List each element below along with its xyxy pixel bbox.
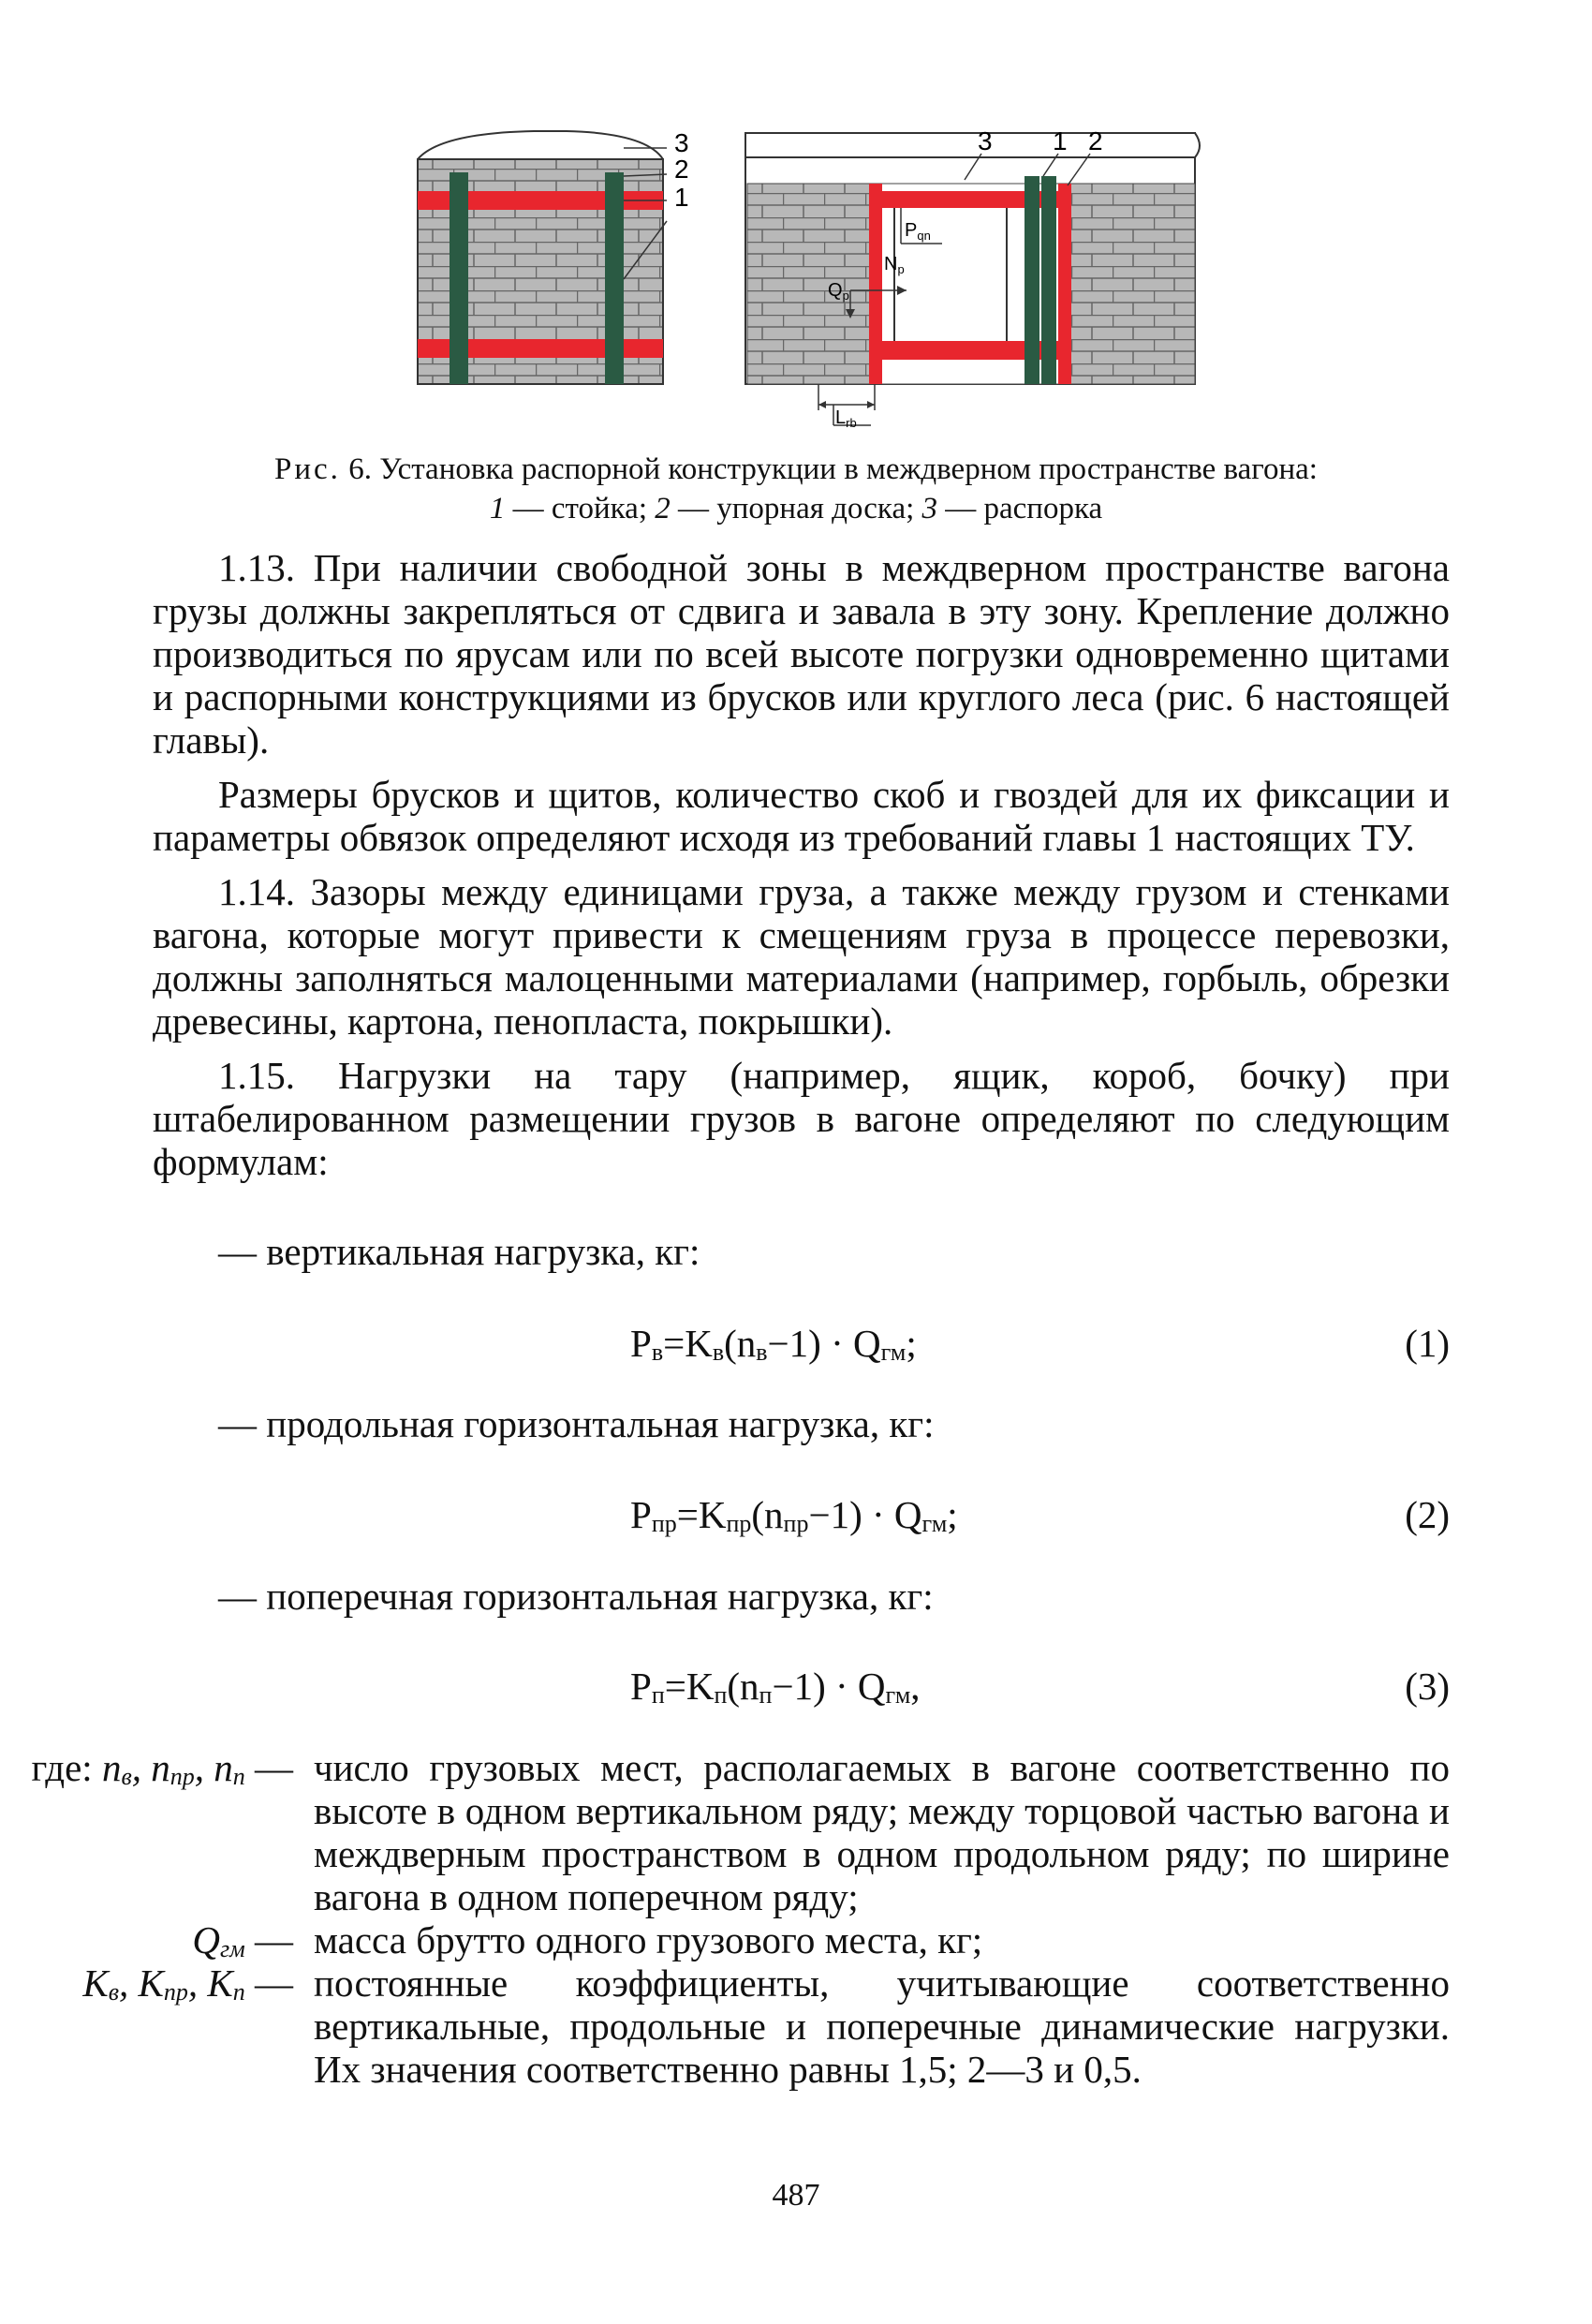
label-left-3: 3 xyxy=(674,128,689,157)
formula-2-number: (2) xyxy=(1405,1493,1450,1536)
legend-text-1: — стойка; xyxy=(505,492,656,525)
load-transverse-label: — поперечная горизонтальная нагрузка, кг: xyxy=(218,1575,934,1618)
longitudinal-view xyxy=(745,126,1200,430)
body-text xyxy=(153,546,1450,1183)
paragraph-sizes: Размеры брусков и щитов, количество скоб и гвоздей для их фиксации и параметры обвязок определяют исходя из требований главы 1 настоящих ТУ. xyxy=(153,773,1450,859)
paragraph-1-14: 1.14. Зазоры между единицами груза, а также между грузом и стенками вагона, которые могут привести к смещениям груза в процессе перевозки, должны заполняться малоценными материалами (например, горбыль, обрезки древесины, картона, пенопласта, покрышки). xyxy=(153,870,1450,1043)
figure-6 xyxy=(412,120,1208,438)
label-left-2: 2 xyxy=(674,155,689,184)
post-right-2 xyxy=(1041,176,1056,384)
stop-board-a xyxy=(869,184,882,384)
formula-2-expression: $P_{пр}=K_{пр}(n_{пр}-1) \cdot Q_{гм}$; xyxy=(630,1493,958,1537)
cross-section-view xyxy=(418,128,689,384)
caption-label: Рис. xyxy=(274,452,341,486)
definition-q-symbol: $Q_{гм}$ — xyxy=(192,1918,293,1962)
legend-num-1: 1 xyxy=(489,492,506,525)
paragraph-1-13: 1.13. При наличии свободной зоны в междверном пространстве вагона грузы должны закрепляться от сдвига и завала в эту зону. Крепление должно производиться по ярусам или по всей высоте погрузки одновременно щитами и распорными конструкциями из брусков или круглого леса (рис. 6 настоящей главы). xyxy=(153,546,1450,762)
page-number: 487 xyxy=(772,2178,820,2213)
symbol-n-p: $N_p$ xyxy=(884,254,905,276)
label-right-3: 3 xyxy=(978,126,993,155)
label-right-1: 1 xyxy=(1053,126,1068,155)
post-right xyxy=(1024,176,1039,384)
legend-text-3: — распорка xyxy=(937,492,1103,525)
definition-k-symbol: $K_в$, $K_{пр}$, $K_п$ — xyxy=(82,1961,293,2006)
paragraph-1-15: 1.15. Нагрузки на тару (например, ящик, короб, бочку) при штабелированном размещении грузов в вагоне определяют по следующим формулам: xyxy=(153,1054,1450,1183)
figure-caption-title xyxy=(131,450,1461,489)
definition-k-text: постоянные коэффициенты, учитывающие соответственно вертикальные, продольные и поперечные динамические нагрузки. Их значения соответственно равны 1,5; 2—3 и 0,5. xyxy=(314,1961,1450,2091)
stop-board-b xyxy=(1058,184,1071,384)
definition-q xyxy=(153,1918,1450,1961)
legend-num-2: 2 xyxy=(655,492,671,525)
load-longitudinal-label: — продольная горизонтальная нагрузка, кг: xyxy=(218,1402,935,1445)
definition-k xyxy=(82,1961,1450,2091)
formula-1-expression: $P_в=K_в(n_в-1) \cdot Q_{гм}$; xyxy=(630,1322,917,1366)
figure-caption-legend xyxy=(131,489,1461,528)
formula-2 xyxy=(153,1487,1450,1543)
symbol-q-p: $Q_p$ xyxy=(828,280,849,303)
legend-text-2: — упорная доска; xyxy=(670,492,922,525)
post-left-a xyxy=(450,172,468,384)
definition-n-text: число грузовых мест, располагаемых в вагоне соответственно по высоте в одном вертикальном ряду; между торцовой частью вагона и междверным пространством в одном продольном ряду; по ширине вагона в одном поперечном ряду; xyxy=(314,1746,1450,1918)
spacer-construction-drawing xyxy=(412,120,1208,438)
symbol-l-rb: $L_{rb}$ xyxy=(835,407,857,430)
load-vertical-label: — вертикальная нагрузка, кг: xyxy=(218,1230,700,1273)
definition-q-text: масса брутто одного грузового места, кг; xyxy=(314,1918,983,1961)
definition-n xyxy=(31,1746,1450,1918)
label-left-1: 1 xyxy=(674,183,689,212)
formula-3 xyxy=(153,1658,1450,1714)
caption-title: 6. Установка распорной конструкции в междверном пространстве вагона: xyxy=(348,452,1318,486)
post-left-b xyxy=(605,172,624,384)
formula-3-number: (3) xyxy=(1405,1665,1450,1708)
symbol-p-qn: $P_{qn}$ xyxy=(905,220,931,243)
legend-num-3: 3 xyxy=(921,492,938,525)
formula-1 xyxy=(153,1315,1450,1371)
label-right-2: 2 xyxy=(1088,126,1103,155)
definitions-list xyxy=(31,1746,1450,2091)
definition-n-symbol: где: $n_в$, $n_{пр}$, $n_п$ — xyxy=(31,1746,293,1790)
formula-3-expression: $P_п=K_п(n_п-1) \cdot Q_{гм}$, xyxy=(630,1665,921,1709)
formula-1-number: (1) xyxy=(1405,1322,1450,1365)
